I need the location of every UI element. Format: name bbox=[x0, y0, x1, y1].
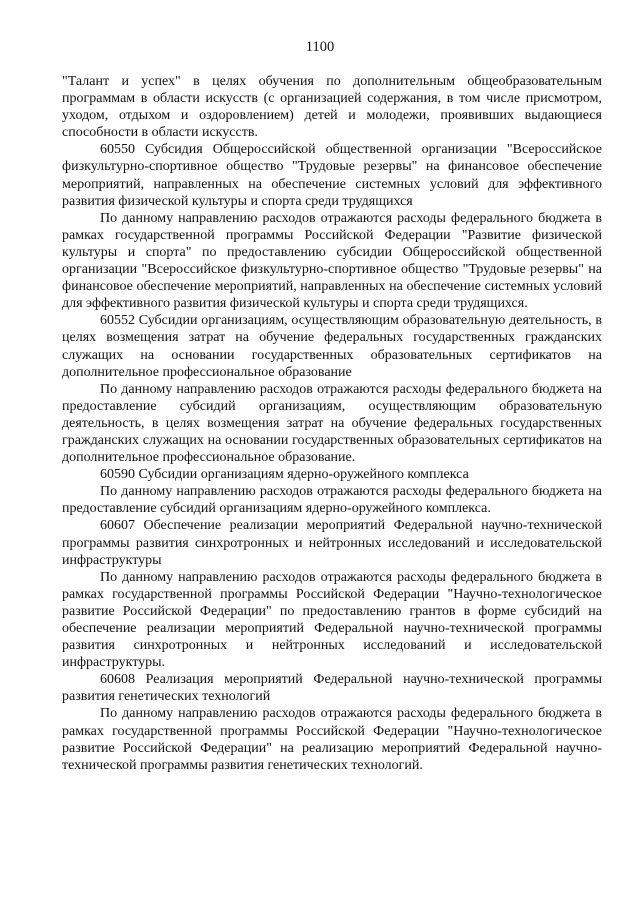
paragraph-60552-description: По данному направлению расходов отражаются расходы федерального бюджета на предоставление субсидий организациям, осуществляющим образовательную деятельность, в целях возмещения затрат на обучение федеральных государственных гражданских служащих на основании государственных образовательных сертификатов на дополнительное профессиональное образование. bbox=[62, 381, 602, 466]
paragraph-talent-continuation: "Талант и успех" в целях обучения по дополнительным общеобразовательным программам в области искусств (с организацией содержания, в том числе присмотром, уходом, отдыхом и оздоровлением) детей и молодежи, проявивших выдающиеся способности в области искусств. bbox=[62, 74, 602, 141]
paragraph-60552-heading: 60552 Субсидии организациям, осуществляющим образовательную деятельность, в целях возмещения затрат на обучение федеральных государственных гражданских служащих на основании государственных образовательных сертификатов на дополнительное профессиональное образование bbox=[62, 313, 602, 380]
paragraph-60590-description: По данному направлению расходов отражаются расходы федерального бюджета на предоставление субсидий организациям ядерно-оружейного комплекса. bbox=[62, 484, 602, 517]
paragraph-60607-description: По данному направлению расходов отражаются расходы федерального бюджета в рамках государственной программы Российской Федерации "Научно-технологическое развитие Российской Федерации" по предоставлению грантов в форме субсидий на обеспечение реализации мероприятий Федеральной научно-технической программы развития синхротронных и нейтронных исследований и исследовательской инфраструктуры. bbox=[62, 569, 602, 671]
paragraph-60608-description: По данному направлению расходов отражаются расходы федерального бюджета в рамках государственной программы Российской Федерации "Научно-технологическое развитие Российской Федерации" на реализацию мероприятий Федеральной научно-технической программы развития генетических технологий. bbox=[62, 706, 602, 773]
paragraph-60550-description: По данному направлению расходов отражаются расходы федерального бюджета в рамках государственной программы Российской Федерации "Развитие физической культуры и спорта" по предоставлению субсидии Общероссийской общественной организации "Всероссийское физкультурно-спортивное общество "Трудовые резервы" на финансовое обеспечение мероприятий, направленных на обеспечение системных условий для эффективного развития физической культуры и спорта среди трудящихся. bbox=[62, 210, 602, 312]
paragraph-60607-heading: 60607 Обеспечение реализации мероприятий Федеральной научно-технической программы развития синхротронных и нейтронных исследований и исследовательской инфраструктуры bbox=[62, 518, 602, 568]
document-body bbox=[62, 73, 602, 774]
paragraph-60590-heading: 60590 Субсидии организациям ядерно-оружейного комплекса bbox=[100, 467, 469, 483]
paragraph-60608-heading: 60608 Реализация мероприятий Федеральной научно-технической программы развития генетических технологий bbox=[62, 672, 602, 705]
page-number: 1100 bbox=[305, 39, 335, 55]
paragraph-60550-heading: 60550 Субсидия Общероссийской общественной организации "Всероссийское физкультурно-спортивное общество "Трудовые резервы" на финансовое обеспечение мероприятий, направленных на обеспечение системных условий для эффективного развития физической культуры и спорта среди трудящихся bbox=[62, 142, 602, 209]
